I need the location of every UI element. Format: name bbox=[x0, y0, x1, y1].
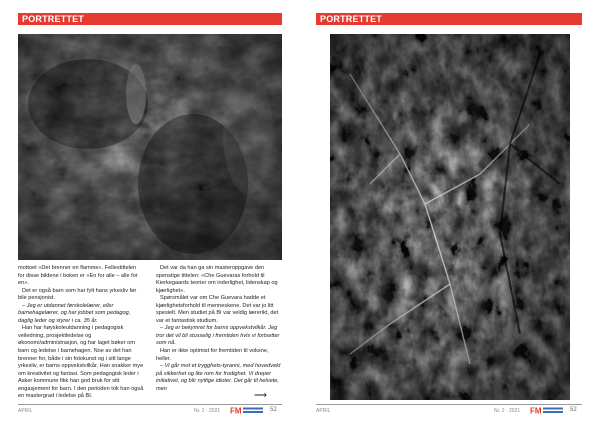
paragraph: Spørsmålet var om Che Guevara hadde et kjærlighetsforhold til menneskene. Det var jo litt spesielt. Men studiet på BI var veldig lærerikt, det var et fantastisk studium. bbox=[156, 295, 279, 324]
paragraph: Det er også barn som har fylt hans yrkesliv før bile pensjonist. bbox=[18, 287, 137, 302]
footer-month: APRIL bbox=[18, 408, 33, 414]
page-number: 52 bbox=[570, 407, 577, 413]
article-column-2 bbox=[156, 265, 282, 393]
quote-paragraph: – Vi går mot et trygghets-tyranni, med hovedvekt på sikkerhet og lite rom for frodighet. Vi dreper initiativet, og blir nyttige idioter. Det går til helvete, men bbox=[156, 363, 281, 392]
forest-photo-image bbox=[330, 34, 570, 400]
footer-issue: Nr. 2 · 2021 bbox=[194, 408, 221, 414]
article-columns bbox=[18, 265, 282, 400]
paragraph: mottoet «Det brenner en flamme». Fellestittelen for disse bildene i boken er «En for alle – alle for en». bbox=[18, 265, 138, 287]
paragraph: Det var da han ga sin masteroppgave den spenstige tittelen: «Che Guevaras forhold til Kierkegaards teorier om inderlighet, lidenskap og kjærlighet». bbox=[156, 265, 278, 294]
section-banner: PORTRETTET bbox=[18, 13, 282, 25]
continue-arrow-icon: ⟶ bbox=[254, 390, 267, 400]
portrait-photo bbox=[18, 34, 282, 260]
page-footer bbox=[316, 404, 582, 417]
page-footer bbox=[18, 404, 282, 417]
section-banner: PORTRETTET bbox=[316, 13, 582, 25]
footer-month: APRIL bbox=[316, 408, 331, 414]
page-number: 52 bbox=[270, 407, 277, 413]
logo-text: FM bbox=[230, 406, 242, 415]
footer-issue: Nr. 2 · 2021 bbox=[494, 408, 521, 414]
magazine-logo-icon bbox=[230, 406, 266, 415]
logo-text: FM bbox=[530, 406, 542, 415]
paragraph: Han har høyskoleutdanning i pedagogisk veiledning, prosjektledelse og økonomi/administrasjon, og har laget bøker om barn og ledelse i barnehagen. Noe av det han brenner for, både i sin fotokunst og i sitt lange yrkesliv, er barns oppvekstvilkår. Han snakker mye om kreativitet og fantasi. Som pedagogisk leder i Asker kommune fikk han god bruk for sitt engasjement for barn. I den perioden tok han også en mastergrad i ledelse på BI. bbox=[18, 325, 144, 400]
quote-paragraph: – Jeg er bekymret for barns oppvekstvilkår. Jeg tror det vil bli stusselig i fremtiden hvis vi fortsetter som nå. bbox=[156, 325, 280, 347]
quote-paragraph: – Jeg er utdannet førskolelærer, eller barnehagelærer, og har jobbet som pedagog, daglig leder og styrer i ca. 35 år. bbox=[18, 302, 131, 324]
forest-photo bbox=[330, 34, 570, 400]
portrait-photo-image bbox=[18, 34, 282, 260]
magazine-logo-icon bbox=[530, 406, 566, 415]
article-column-1 bbox=[18, 265, 144, 401]
paragraph: Han er ikke optimist for fremtiden til voksne, heller. bbox=[156, 348, 269, 362]
